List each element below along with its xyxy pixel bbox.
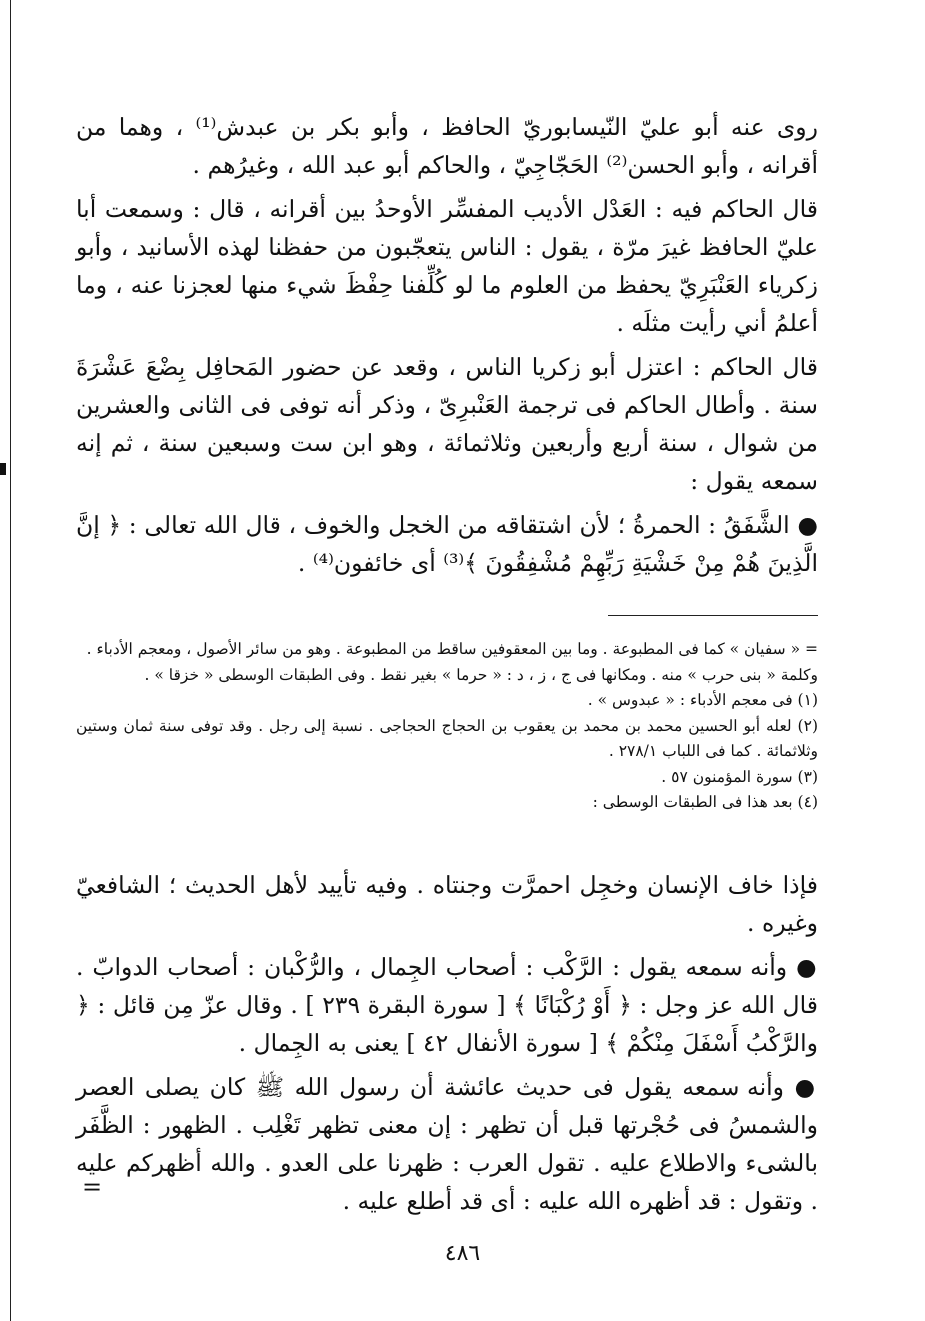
footnote-4: (٤) بعد هذا فى الطبقات الوسطى : — [592, 793, 818, 811]
footnote-separator — [608, 615, 818, 616]
paragraph-aisha-hadith: ● وأنه سمعه يقول فى حديث عائشة أن رسول الله ﷺ كان يصلى العصر والشمسُ فى حُجْرتها قبل أن تظهر : إن معنى تظهر تَغْلِب . الظهور : الظَّفَر بالشىء والاطلاع عليه . تقول العرب : ظهرنا على العدو . والله أظهركم عليه . وتقول : قد أظهره الله عليه : أى قد أطلع عليه . — [76, 1068, 818, 1220]
page-edge-line — [10, 0, 11, 1321]
paragraph-rakb: ● وأنه سمعه يقول : الرَّكْب : أصحاب الجِمال ، والرُّكْبان : أصحاب الدوابّ . قال الله عز وجل : ﴿ أَوْ رُكْبَانًا ﴾ [ سورة البقرة ٢٣٩ ] . وقال عزّ مِن قائل : ﴿ والرَّكْبُ أَسْفَلَ مِنْكُمْ ﴾ [ سورة الأنفال ٤٢ ] يعنى به الجِمال . — [76, 948, 818, 1062]
paragraph-shafaq: ● الشَّفَقُ : الحمرةُ ؛ لأن اشتقاقه من الخجل والخوف ، قال الله تعالى : ﴿ إنَّ الَّذِينَ هُمْ مِنْ خَشْيَةِ رَبِّهِمْ مُشْفِقُونَ ﴾⁽³⁾ أى خائفون⁽⁴⁾ . — [76, 506, 818, 582]
paragraph-narrators: روى عنه أبو عليّ النّيسابوريّ الحافظ ، وأبو بكر بن عبدش⁽¹⁾ ، وهما من أقرانه ، وأبو الحسن⁽²⁾ الحَجّاجِيّ ، والحاكم أبو عبد الله ، وغيرُهم . — [76, 113, 819, 179]
continuation-mark: = — [82, 1173, 103, 1201]
main-text-lower — [76, 866, 818, 1226]
footnotes — [76, 637, 818, 816]
footnote-continued-1: = « سفيان » كما فى المطبوعة . وما بين المعقوفين ساقط من المطبوعة . وهو من سائر الأصول ، ومعجم الأدباء . — [86, 640, 818, 658]
paragraph-hakim-praise: قال الحاكم فيه : العَدْل الأديب المفسِّر الأوحدُ بين أقرانه ، قال : وسمعت أبا عليّ الحافظ غيرَ مرّة ، يقول : الناس يتعجّبون من حفظنا لهذه الأسانيد ، وأبو زكرياء العَنْبَرِيّ يحفظ من العلوم ما لو كُلِّفنا حِفْظَ شيء منها لعجزنا عنه ، وما أعلمُ أني رأيت مثلَه . — [76, 195, 818, 337]
page-number: ٤٨٦ — [444, 1241, 481, 1266]
footnote-2: (٢) لعله أبو الحسين محمد بن محمد بن يعقوب بن الحجاج الحجاجى . نسبة إلى رجل . وقد توفى سنة ثمان وستين وثلاثمائة . كما فى اللباب ٢٧٨/١ . — [76, 716, 818, 760]
main-text-upper — [76, 108, 818, 588]
footnote-continued-2: وكلمة « بنى حرب » منه . ومكانها فى ج ، ز ، د : « حرما » بغير نقط . وفى الطبقات الوسطى « خزقا » . — [144, 665, 818, 684]
paragraph-hakim-biography: قال الحاكم : اعتزل أبو زكريا الناس ، وقعد عن حضور المَحافِل بِضْعَ عَشْرَةَ سنة . وأطال الحاكم فى ترجمة العَنْبرِىّ ، وذكر أنه توفى فى الثانى والعشرين من شوال ، سنة أربع وأربعين وثلاثمائة ، وهو ابن ست وسبعين سنة ، ثم إنه سمعه يقول : — [76, 353, 818, 495]
footnote-1: (١) فى معجم الأدباء : « عبدوس » . — [587, 691, 818, 709]
page-edge-mark — [0, 463, 6, 475]
paragraph-footnote-insert: فإذا خاف الإنسان وخجِل احمرَّت وجنتاه . وفيه تأييد لأهل الحديث ؛ الشافعيّ وغيره . — [76, 871, 818, 937]
footnote-3: (٣) سورة المؤمنون ٥٧ . — [661, 767, 818, 786]
